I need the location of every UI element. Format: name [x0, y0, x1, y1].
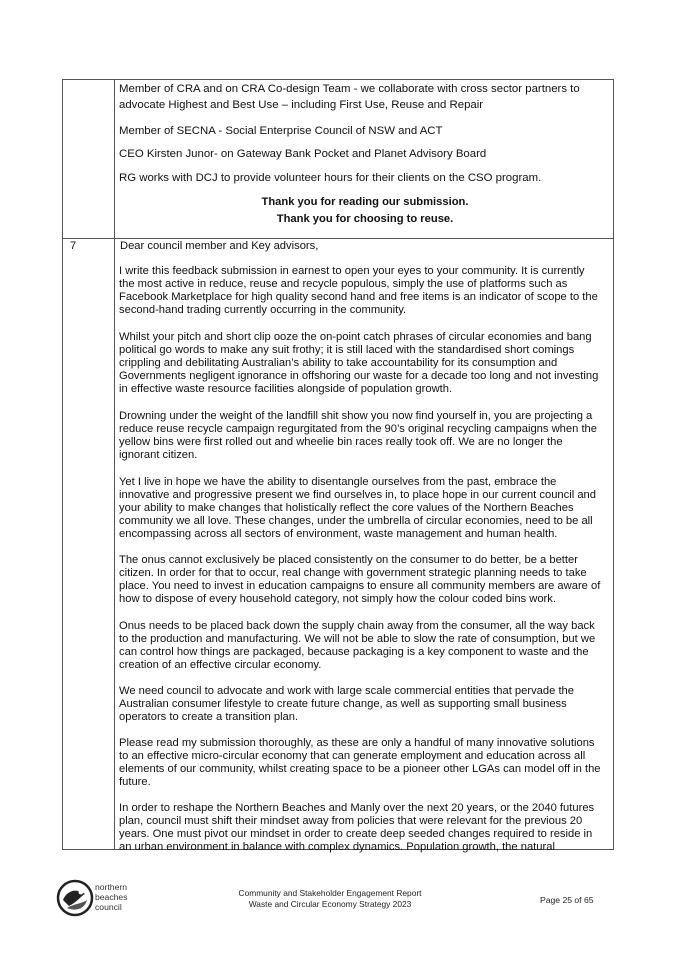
submission-table [62, 79, 614, 853]
paragraph-line: Drowning under the weight of the landfill shit show you now find yourself in, you are projecting a [119, 410, 593, 422]
paragraph-line: crippling and debilitating Australian’s ability to take accountability for its consumption and [119, 357, 558, 369]
paragraph-line: community we all love. These changes, under the umbrella of circular economies, need to be all [119, 515, 593, 527]
paragraph-line: to the production and manufacturing. We will not be able to slow the rate of consumption, but we [119, 633, 596, 645]
paragraph-line: innovative and progressive present we find ourselves in, to place hope in our current council and [119, 489, 596, 501]
paragraph-line: Onus needs to be placed back down the supply chain away from the consumer, all the way back [119, 620, 595, 632]
submission-number: 7 [70, 240, 77, 252]
paragraph-line: The onus cannot exclusively be placed consistently on the consumer to do better, be a better [119, 554, 578, 566]
paragraph-line: citizen. In order for that to occur, real change with government strategic planning needs to take [119, 567, 587, 579]
paragraph-line: We need council to advocate and work with large scale commercial entities that pervade the [119, 685, 574, 697]
logo-word-northern: northern [95, 882, 128, 892]
paragraph-line: I write this feedback submission in earnest to open your eyes to your community. It is currently [119, 265, 585, 277]
paragraph-line: political go words to make any suit frothy; it is still laced with the standardised short comings [119, 344, 575, 356]
paragraph-line: your ability to make changes that holistically reflect the core values of the Northern Beaches [119, 502, 574, 514]
membership-cra-line-1: Member of CRA and on CRA Co-design Team - we collaborate with cross sector partners to [119, 83, 580, 95]
paragraph-line: can control how things are packaged, because packaging is a key component to waste and the [119, 646, 589, 658]
paragraph-line: operators to create a transition plan. [119, 711, 299, 723]
paragraph-line: years. One must pivot our mindset in order to create deep seeded changes required to reside in [119, 828, 593, 840]
paragraph-line: second-hand trading currently occurring in the community. [119, 304, 407, 316]
paragraph-line: Facebook Marketplace for high quality second hand and free items is an indicator of scope to the [119, 291, 598, 303]
row-divider [63, 238, 613, 239]
paragraph-line: In order to reshape the Northern Beaches and Manly over the next 20 years, or the 2040 futures [119, 802, 595, 814]
paragraph-line: Yet I live in hope we have the ability to disentangle ourselves from the past, embrace the [119, 476, 557, 488]
paragraph-line: elements of our community, whilst creating space to be a pioneer other LGAs can model off in the [119, 763, 601, 775]
logo-word-council: council [95, 902, 122, 912]
paragraph-line: Governments negligent ignorance in offshoring our waste for a decade too long and not investing [119, 370, 599, 382]
paragraph-line: future. [119, 776, 151, 788]
paragraph-line: reduce reuse recycle campaign regurgitated from the 90’s original recycling campaigns when the [119, 423, 598, 435]
membership-secna-line: Member of SECNA - Social Enterprise Council of NSW and ACT [119, 125, 443, 137]
paragraph-line: Please read my submission thoroughly, as these are only a handful of many innovative solutions [119, 737, 595, 749]
logo-emblem-icon [55, 878, 95, 918]
paragraph-line: plan, council must shift their mindset away from policies that were relevant for the previous 20 [119, 815, 583, 827]
council-logo [55, 878, 145, 920]
paragraph-line: ignorant citizen. [119, 449, 198, 461]
paragraph-line: place. You need to invest in education campaigns to ensure all community members are aware of [119, 580, 601, 592]
thanks-reuse-line: Thank you for choosing to reuse. [276, 213, 454, 225]
paragraph-line: to an effective micro-circular economy that can generate employment and education across all [119, 750, 586, 762]
salutation: Dear council member and Key advisors, [120, 240, 319, 252]
membership-cra-line-2: advocate Highest and Best Use – including First Use, Reuse and Repair [119, 99, 484, 111]
thanks-reading-line: Thank you for reading our submission. [261, 196, 469, 208]
paragraph-line: in effective waste resource facilities alongside of population growth. [119, 383, 453, 395]
ceo-advisory-line: CEO Kirsten Junor- on Gateway Bank Pocket and Planet Advisory Board [119, 148, 487, 160]
page-number: Page 25 of 65 [540, 895, 594, 905]
paragraph-line: Australian consumer lifestyle to create future change, as well as supporting small business [119, 698, 567, 710]
paragraph-line: how to dispose of every household category, not simply how the colour coded bins work. [119, 593, 556, 605]
logo-word-beaches: beaches [95, 892, 128, 902]
paragraph-line: an urban environment in balance with complex dynamics. Population growth, the natural [119, 841, 555, 853]
paragraph-line: yellow bins were first rolled out and wheelie bin races really took off. We are no longer the [119, 436, 563, 448]
footer-report-info [200, 888, 460, 910]
paragraph-line: encompassing across all sectors of environment, waste management and human health. [119, 528, 558, 540]
report-title: Community and Stakeholder Engagement Report [238, 888, 422, 898]
rg-volunteer-line: RG works with DCJ to provide volunteer hours for their clients on the CSO program. [119, 172, 542, 184]
paragraph-line: the most active in reduce, reuse and recycle populous, simply the use of platforms such as [119, 278, 568, 290]
paragraph-line: Whilst your pitch and short clip ooze the on-point catch phrases of circular economies and bang [119, 331, 592, 343]
paragraph-line: creation of an effective circular economy. [119, 659, 322, 671]
report-subtitle: Waste and Circular Economy Strategy 2023 [248, 899, 412, 909]
